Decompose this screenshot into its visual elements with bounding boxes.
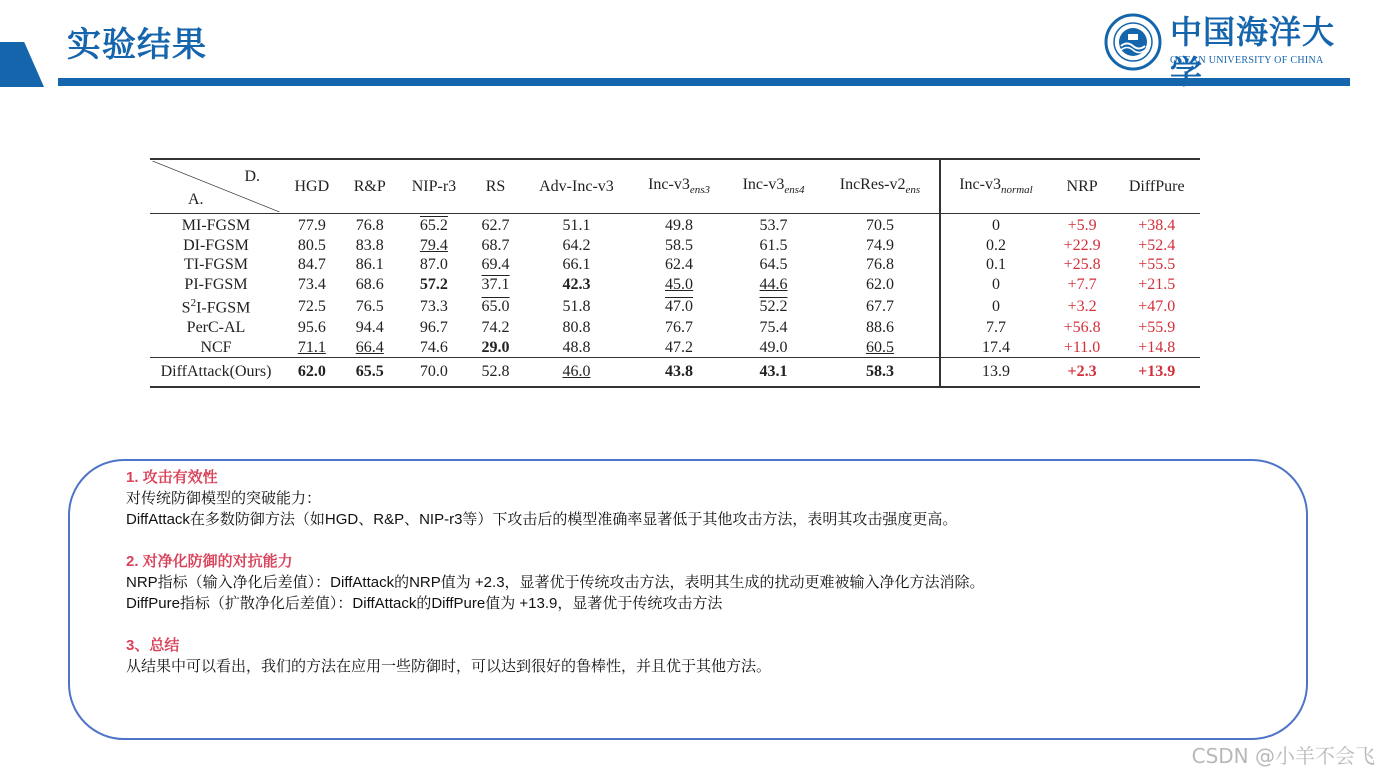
value-cell: +11.0	[1063, 338, 1101, 356]
column-header: HGD	[282, 159, 342, 214]
notes-box	[68, 459, 1308, 740]
value-cell: 0	[940, 275, 1051, 295]
value-cell: +14.8	[1138, 338, 1176, 356]
method-cell: PI-FGSM	[184, 276, 248, 294]
results-table	[150, 158, 1200, 388]
value-cell: 0.2	[940, 236, 1051, 256]
method-cell: $S^2I$-FGSM	[181, 297, 251, 317]
value-cell: 47.0	[665, 297, 694, 315]
value-cell: 0.1	[940, 255, 1051, 275]
column-header: Adv-Inc-v3	[521, 159, 632, 214]
value-cell: 62.0	[865, 276, 894, 294]
value-cell: 29.0	[481, 338, 510, 356]
value-cell: 71.1	[297, 338, 326, 356]
value-cell: +3.2	[1067, 297, 1097, 315]
table-row-ours	[150, 357, 1200, 387]
table-row	[150, 236, 1200, 256]
value-cell: 65.0	[481, 297, 510, 315]
value-cell: 48.8	[562, 338, 591, 356]
diagonal-divider	[150, 160, 282, 213]
value-cell: 57.2	[419, 276, 448, 294]
corner-accent-shape	[0, 42, 44, 87]
value-cell: 43.1	[726, 357, 820, 387]
value-cell: 76.7	[665, 319, 694, 336]
value-cell: 17.4	[940, 337, 1051, 357]
value-cell: 62.7	[481, 217, 510, 235]
value-cell: 7.7	[940, 318, 1051, 338]
university-name-cn: 中国海洋大学	[1170, 13, 1336, 91]
section-1-heading: 1. 攻击有效性	[126, 469, 218, 486]
section-1-line-1: 对传统防御模型的突破能力：	[126, 490, 322, 507]
value-cell: 49.0	[759, 338, 788, 356]
value-cell: 65.2	[419, 217, 448, 235]
value-cell: 62.4	[665, 256, 694, 274]
value-cell: 76.5	[355, 297, 384, 315]
value-cell: 51.1	[562, 217, 591, 235]
table-row	[150, 337, 1200, 357]
table-row	[150, 214, 1200, 236]
value-cell: 58.3	[821, 357, 940, 387]
column-header: R&P	[342, 159, 398, 214]
watermark: CSDN @小羊不会飞	[1191, 744, 1375, 768]
value-cell: 96.7	[419, 319, 448, 336]
value-cell: 68.7	[481, 236, 510, 254]
value-cell: 65.5	[342, 357, 398, 387]
value-cell: 66.4	[355, 338, 384, 356]
value-cell: +21.5	[1138, 276, 1176, 294]
section-1-line-2: DiffAttack在多数防御方法（如HGD、R&P、NIP-r3等）下攻击后的模型准确率显著低于其他攻击方法，表明其攻击强度更高。	[126, 511, 958, 528]
corner-header	[150, 159, 282, 214]
value-cell: 37.1	[481, 276, 510, 294]
method-cell: TI-FGSM	[183, 256, 248, 274]
value-cell: +22.9	[1063, 236, 1101, 254]
value-cell: 13.9	[940, 357, 1051, 387]
method-cell: DiffAttack(Ours)	[150, 357, 282, 387]
value-cell: 45.0	[665, 276, 694, 294]
value-cell: +2.3	[1051, 357, 1114, 387]
column-header: Inc-$v3_{normal}$	[940, 159, 1051, 214]
table-foot	[150, 357, 1200, 387]
value-cell: 84.7	[297, 256, 326, 274]
value-cell: 66.1	[562, 256, 591, 274]
slide-title: 实验结果	[67, 25, 207, 65]
table-row	[150, 318, 1200, 338]
value-cell: 77.9	[297, 217, 326, 235]
table-body	[150, 214, 1200, 358]
value-cell: +56.8	[1063, 319, 1101, 336]
value-cell: 64.5	[759, 256, 788, 274]
value-cell: 76.8	[355, 217, 384, 235]
value-cell: 42.3	[562, 276, 591, 294]
column-header: RS	[470, 159, 521, 214]
defense-axis-label: D.	[244, 168, 260, 185]
value-cell: +52.4	[1138, 236, 1176, 254]
section-3-heading: 3、总结	[126, 637, 180, 654]
value-cell: 94.4	[355, 319, 384, 336]
table-header-row	[150, 159, 1200, 214]
university-seal-icon	[1104, 13, 1162, 71]
value-cell: 58.5	[665, 236, 694, 254]
university-logo	[1104, 12, 1354, 91]
value-cell: 74.2	[481, 319, 510, 336]
value-cell: +38.4	[1138, 217, 1176, 235]
table-row	[150, 255, 1200, 275]
value-cell: +5.9	[1067, 217, 1097, 235]
value-cell: 74.6	[419, 338, 448, 356]
section-2-line-1: NRP指标（输入净化后差值）：DiffAttack的NRP值为 +2.3，显著优于传统攻击方法，表明其生成的扰动更难被输入净化方法消除。	[126, 574, 985, 591]
value-cell: +55.5	[1138, 256, 1176, 274]
value-cell: +13.9	[1113, 357, 1200, 387]
value-cell: 0	[940, 214, 1051, 236]
value-cell: 95.6	[297, 319, 326, 336]
value-cell: 53.7	[759, 217, 788, 235]
value-cell: 80.8	[562, 319, 591, 336]
value-cell: 69.4	[481, 256, 510, 274]
method-cell: DI-FGSM	[183, 236, 249, 254]
value-cell: 70.5	[865, 217, 894, 235]
column-header: IncRes-$v2_{ens}$	[821, 159, 940, 214]
value-cell: 52.2	[759, 297, 788, 315]
section-2-line-2: DiffPure指标（扩散净化后差值）：DiffAttack的DiffPure值为 +13.9，显著优于传统攻击方法	[126, 595, 723, 612]
method-cell: MI-FGSM	[181, 217, 251, 235]
column-header: NRP	[1051, 159, 1114, 214]
value-cell: 51.8	[562, 297, 591, 315]
value-cell: 68.6	[355, 276, 384, 294]
table-row	[150, 275, 1200, 295]
value-cell: 43.8	[632, 357, 726, 387]
value-cell: 49.8	[665, 217, 694, 235]
university-name-en: OCEAN UNIVERSITY OF CHINA	[1170, 55, 1324, 66]
column-header: Inc-$v3_{ens3}$	[632, 159, 726, 214]
value-cell: 52.8	[470, 357, 521, 387]
value-cell: 86.1	[355, 256, 384, 274]
value-cell: 73.3	[419, 297, 448, 315]
value-cell: +7.7	[1067, 276, 1097, 294]
value-cell: +25.8	[1063, 256, 1101, 274]
value-cell: +55.9	[1138, 319, 1176, 336]
method-cell: NCF	[200, 338, 232, 356]
value-cell: 76.8	[865, 256, 894, 274]
header-divider	[58, 78, 1350, 86]
value-cell: +47.0	[1138, 297, 1176, 315]
table-row	[150, 294, 1200, 317]
value-cell: 44.6	[759, 276, 788, 294]
value-cell: 88.6	[865, 319, 894, 336]
value-cell: 47.2	[665, 338, 694, 356]
value-cell: 74.9	[865, 236, 894, 254]
value-cell: 80.5	[297, 236, 326, 254]
section-2-heading: 2. 对净化防御的对抗能力	[126, 553, 293, 570]
section-3-line-1: 从结果中可以看出，我们的方法在应用一些防御时，可以达到很好的鲁棒性，并且优于其他方法。	[126, 658, 772, 675]
value-cell: 79.4	[419, 236, 448, 254]
column-header: Inc-$v3_{ens4}$	[726, 159, 820, 214]
method-cell: PerC-AL	[186, 319, 246, 336]
value-cell: 46.0	[521, 357, 632, 387]
value-cell: 72.5	[297, 297, 326, 315]
value-cell: 61.5	[759, 236, 788, 254]
value-cell: 60.5	[865, 338, 894, 356]
value-cell: 83.8	[355, 236, 384, 254]
value-cell: 67.7	[865, 297, 894, 315]
value-cell: 75.4	[759, 319, 788, 336]
column-header: NIP-r3	[398, 159, 470, 214]
value-cell: 0	[940, 294, 1051, 317]
value-cell: 87.0	[419, 256, 448, 274]
value-cell: 73.4	[297, 276, 326, 294]
value-cell: 64.2	[562, 236, 591, 254]
attack-axis-label: A.	[188, 191, 204, 208]
value-cell: 62.0	[282, 357, 342, 387]
column-header: DiffPure	[1113, 159, 1200, 214]
value-cell: 70.0	[398, 357, 470, 387]
